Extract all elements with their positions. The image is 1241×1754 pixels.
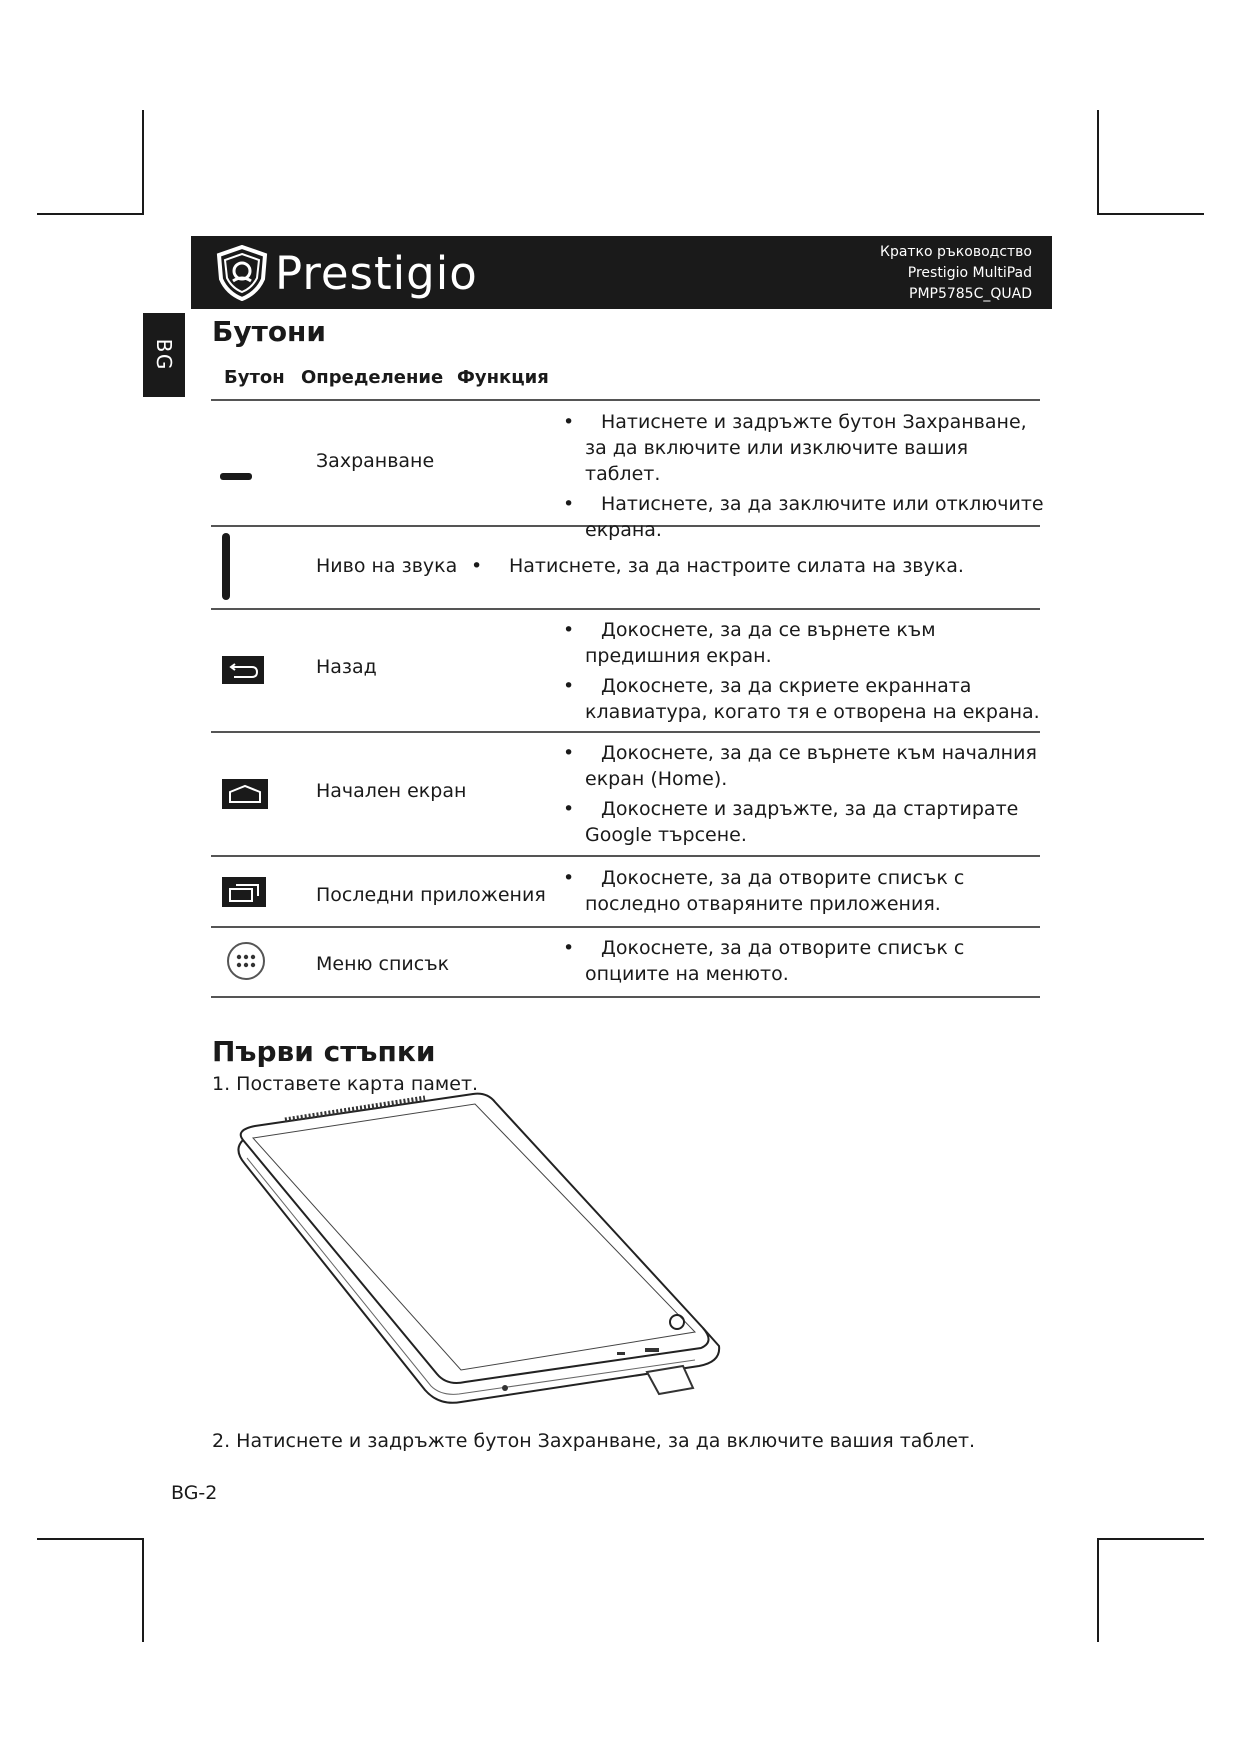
power-button-icon — [219, 467, 253, 486]
table-divider — [211, 996, 1040, 998]
function-bullet — [563, 617, 1049, 669]
table-row — [211, 401, 1051, 541]
col-header-definition: Определение — [301, 367, 444, 388]
crop-mark-tr-v — [1097, 110, 1099, 214]
function-bullet — [563, 865, 1049, 917]
crop-mark-bl-v — [142, 1538, 144, 1642]
function-bullet — [563, 409, 1049, 487]
table-row — [211, 610, 1051, 731]
functions — [563, 617, 1049, 729]
function-text: Докоснете, за да скриете екранната клавиатура, когато тя е отворена на екрана. — [585, 675, 1040, 723]
crop-mark-bl-h — [37, 1538, 144, 1540]
definition: Ниво на звука — [316, 555, 458, 577]
table-row — [211, 527, 1051, 608]
bullet-dot: • — [563, 798, 575, 820]
definition: Меню списък — [316, 953, 450, 975]
header-info-line2: Prestigio MultiPad — [907, 265, 1032, 281]
tablet-illustration — [225, 1090, 745, 1414]
crop-mark-tl-h — [37, 213, 144, 215]
volume-button-icon — [221, 532, 231, 606]
function-text: Натиснете, за да заключите или отключите екрана. — [585, 493, 1044, 541]
page-number: BG-2 — [171, 1482, 218, 1504]
step-1: 1. Поставете карта памет. — [212, 1073, 479, 1095]
function-bullet — [563, 935, 1049, 987]
function-bullet — [563, 740, 1063, 792]
col-header-function: Функция — [457, 367, 549, 388]
crop-mark-br-h — [1097, 1538, 1204, 1540]
bullet-dot: • — [471, 555, 483, 577]
definition: Последни приложения — [316, 884, 546, 906]
function-text: Докоснете, за да се върнете към предишния екран. — [585, 619, 936, 667]
bullet-dot: • — [563, 411, 575, 433]
crest-icon — [215, 245, 269, 301]
table-row — [211, 928, 1051, 996]
recent-apps-icon — [222, 877, 266, 911]
header-info-line3: PMP5785C_QUAD — [909, 286, 1032, 302]
table-row — [211, 733, 1051, 855]
header-info-line1: Кратко ръководство — [880, 244, 1032, 260]
bullet-dot: • — [563, 742, 575, 764]
bullet-dot: • — [563, 867, 575, 889]
functions — [563, 935, 1049, 991]
definition: Начален екран — [316, 780, 467, 802]
col-header-button: Бутон — [224, 367, 285, 388]
function-bullet — [563, 796, 1063, 848]
menu-list-icon — [226, 941, 266, 985]
crop-mark-br-v — [1097, 1538, 1099, 1642]
function-text: Докоснете, за да отворите списък с последно отваряните приложения. — [585, 867, 965, 915]
logo-text: Prestigio — [275, 246, 478, 300]
definition: Захранване — [316, 450, 435, 472]
bullet-dot: • — [563, 493, 575, 515]
function-bullet — [563, 673, 1049, 725]
table-row — [211, 857, 1051, 926]
language-tab — [143, 313, 185, 397]
functions — [563, 740, 1063, 852]
back-icon — [222, 656, 264, 688]
function-text: Натиснете и задръжте бутон Захранване, за да включите или изключите вашия таблет. — [585, 411, 1027, 485]
language-tab-label: BG — [152, 338, 176, 372]
crop-mark-tl-v — [142, 110, 144, 214]
bullet-dot: • — [563, 675, 575, 697]
section-title-buttons: Бутони — [212, 315, 327, 348]
header-bar — [191, 236, 1052, 309]
function-bullet — [471, 555, 482, 577]
header-info — [880, 242, 1032, 305]
definition: Назад — [316, 656, 377, 678]
function-text: Натиснете, за да настроите силата на звука. — [509, 555, 964, 577]
section-title-first-steps: Първи стъпки — [212, 1035, 436, 1068]
home-icon — [222, 779, 268, 813]
function-text: Докоснете, за да се върнете към началния екран (Home). — [585, 742, 1037, 790]
step-2: 2. Натиснете и задръжте бутон Захранване, за да включите вашия таблет. — [212, 1430, 976, 1452]
brand-logo — [215, 244, 478, 302]
functions — [563, 865, 1049, 921]
function-text: Докоснете, за да отворите списък с опциите на менюто. — [585, 937, 965, 985]
bullet-dot: • — [563, 619, 575, 641]
bullet-dot: • — [563, 937, 575, 959]
function-text: Докоснете и задръжте, за да стартирате Google търсене. — [585, 798, 1019, 846]
crop-mark-tr-h — [1097, 213, 1204, 215]
